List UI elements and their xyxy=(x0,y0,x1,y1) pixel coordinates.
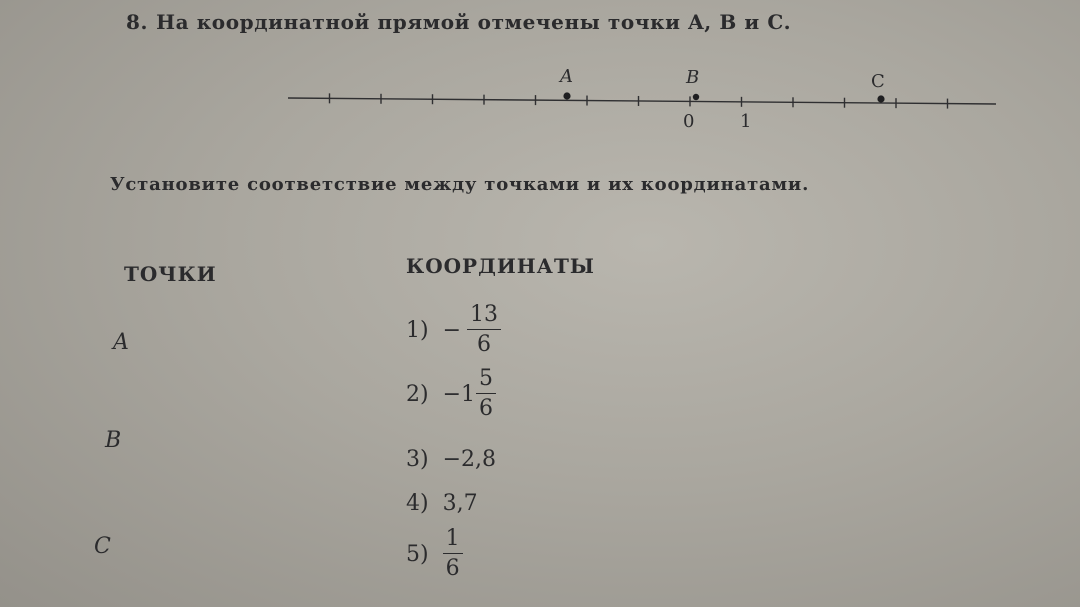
tick-label-zero: 0 xyxy=(683,111,695,132)
points-header: ТОЧКИ xyxy=(124,262,217,286)
numerator: 13 xyxy=(467,304,501,330)
option-number: 1) xyxy=(406,317,429,343)
point-b: B xyxy=(105,428,122,453)
option-number: 4) xyxy=(406,491,429,516)
denominator: 6 xyxy=(479,396,494,421)
option-sign: − xyxy=(442,381,462,407)
instruction: Установите соответствие между точками и их координатами. xyxy=(110,174,810,195)
option-3 xyxy=(406,447,496,472)
point-a-label: A xyxy=(560,66,573,87)
option-1 xyxy=(406,304,501,356)
point-b-dot xyxy=(693,94,699,100)
option-number: 3) xyxy=(406,447,429,472)
problem-number: 8. xyxy=(126,10,149,34)
number-line xyxy=(0,0,1080,160)
numerator: 5 xyxy=(476,368,496,394)
coordinates-header: КООРДИНАТЫ xyxy=(406,254,595,278)
point-c-label: C xyxy=(871,71,885,92)
point-c-dot xyxy=(877,95,884,102)
tick-label-one: 1 xyxy=(740,111,752,132)
whole-part: 1 xyxy=(461,381,476,407)
number-line-axis xyxy=(288,98,996,104)
option-number: 5) xyxy=(406,541,429,567)
point-c: C xyxy=(94,534,111,559)
denominator: 6 xyxy=(445,556,460,581)
point-b-label: B xyxy=(686,67,700,88)
option-4 xyxy=(406,491,478,516)
problem-statement: На координатной прямой отмечены точки A, B и C. xyxy=(156,10,792,34)
fraction xyxy=(476,368,496,420)
denominator: 6 xyxy=(477,332,492,357)
point-a-dot xyxy=(563,92,570,99)
option-5 xyxy=(406,528,463,580)
point-a: A xyxy=(113,330,129,355)
fraction xyxy=(443,528,463,580)
numerator: 1 xyxy=(443,528,463,554)
option-number: 2) xyxy=(406,381,429,407)
option-value: 3,7 xyxy=(442,491,478,516)
tick-marks xyxy=(330,93,948,108)
fraction xyxy=(467,304,501,356)
option-sign: − xyxy=(442,317,462,343)
option-2 xyxy=(406,368,496,420)
option-value: −2,8 xyxy=(442,447,497,472)
